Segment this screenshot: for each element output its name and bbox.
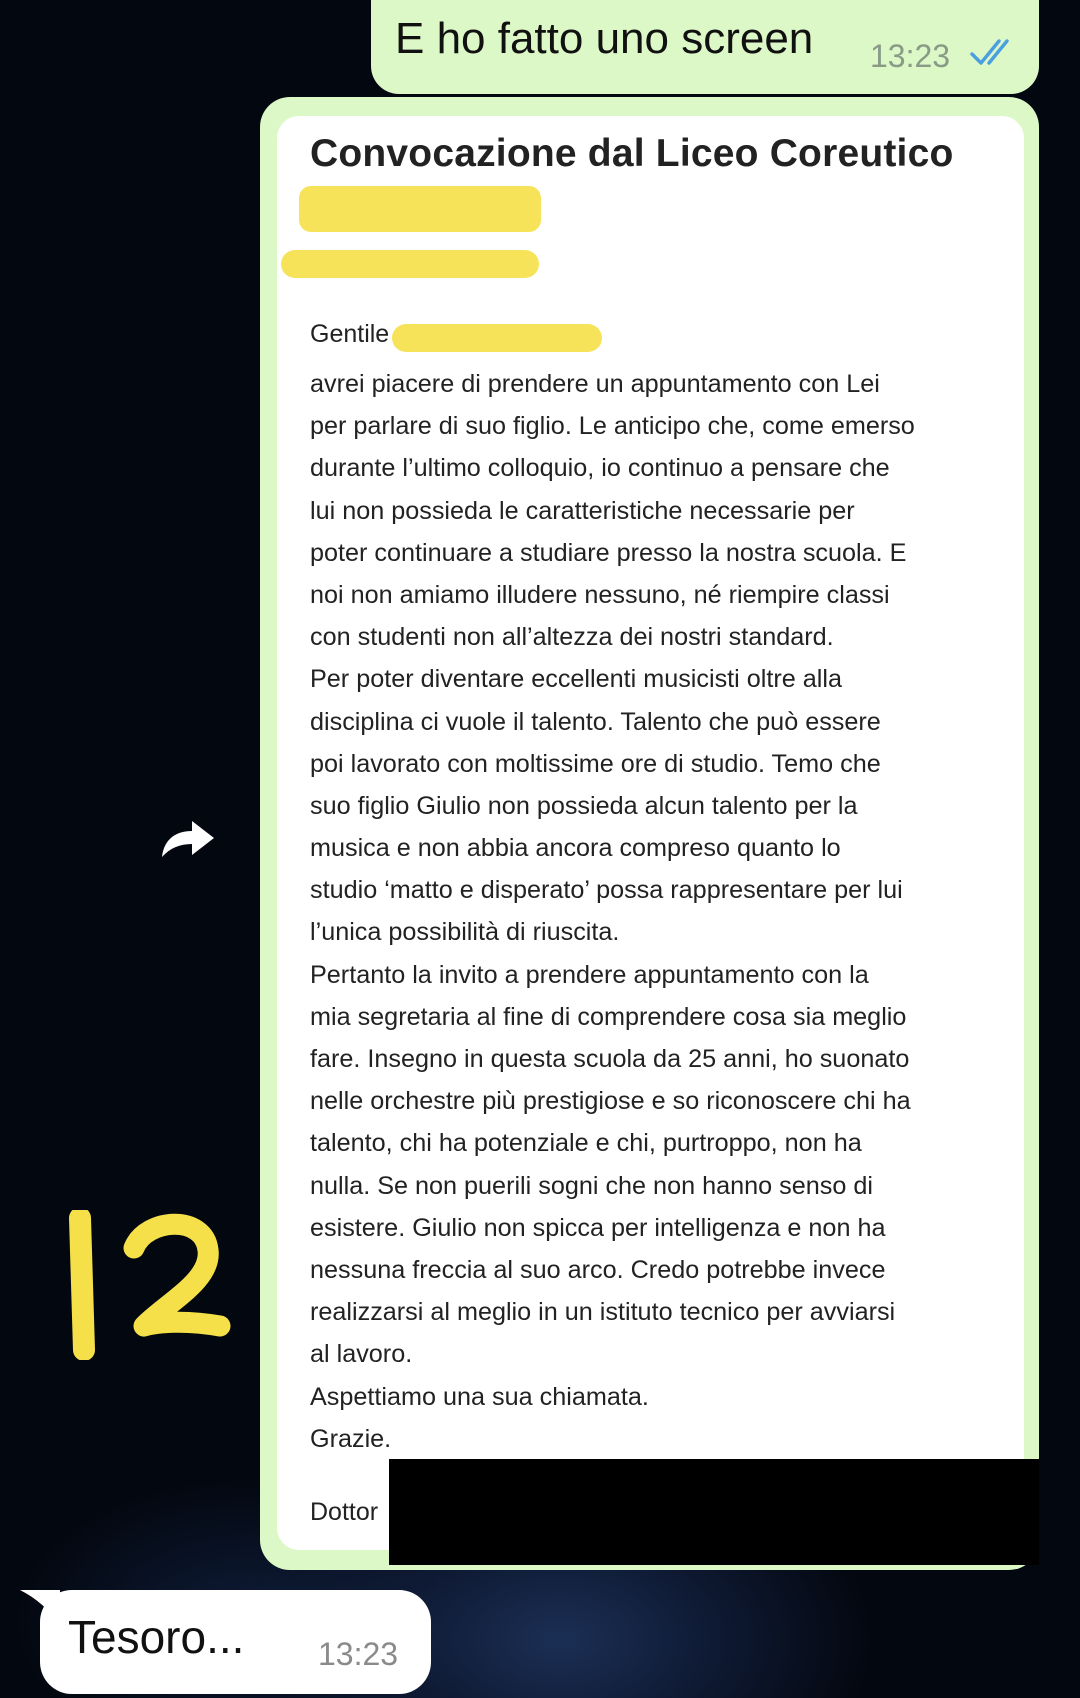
letter-line: noi non amiamo illudere nessuno, né riempire classi [310, 580, 890, 609]
letter-line: poi lavorato con moltissime ore di studio. Temo che [310, 749, 881, 778]
letter-body [310, 363, 1015, 1460]
letter-line: al lavoro. [310, 1340, 413, 1369]
forward-arrow-icon[interactable] [158, 813, 218, 863]
letter-line: realizzarsi al meglio in un istituto tecnico per avviarsi [310, 1298, 896, 1327]
letter-line: nelle orchestre più prestigiose e so riconoscere chi ha [310, 1087, 911, 1116]
message-time: 13:23 [870, 38, 951, 74]
letter-line: lui non possieda le caratteristiche necessarie per [310, 496, 855, 525]
letter-signature: Dottor [310, 1498, 379, 1526]
letter-line: Pertanto la invito a prendere appuntamento con la [310, 960, 869, 989]
letter-line: nulla. Se non puerili sogni che non hanno senso di [310, 1171, 873, 1200]
highlighter-redaction [299, 186, 541, 232]
letter-line: nessuna freccia al suo arco. Credo potrebbe invece [310, 1255, 886, 1284]
message-text: Tesoro... [68, 1611, 245, 1663]
letter-line: studio ‘matto e disperato’ possa rappresentare per lui [310, 876, 903, 905]
message-time: 13:23 [318, 1636, 399, 1672]
incoming-message-bubble[interactable] [40, 1590, 431, 1694]
screenshot-image[interactable] [277, 116, 1024, 1550]
letter-line: Aspettiamo una sua chiamata. [310, 1382, 649, 1411]
black-redaction [389, 1459, 1039, 1565]
letter-line: fare. Insegno in questa scuola da 25 anni, ho suonato [310, 1045, 910, 1073]
letter-line: Per poter diventare eccellenti musicisti oltre alla [310, 665, 842, 694]
letter-line: poter continuare a studiare presso la nostra scuola. E [310, 538, 907, 567]
double-check-read-icon [969, 36, 1017, 70]
letter-line: suo figlio Giulio non possieda alcun talento per la [310, 791, 858, 820]
letter-line: Grazie. [310, 1424, 392, 1453]
letter-line: per parlare di suo figlio. Le anticipo che, come emerso [310, 412, 915, 441]
letter-line: disciplina ci vuole il talento. Talento che può essere [310, 707, 881, 736]
letter-line: con studenti non all’altezza dei nostri standard. [310, 623, 834, 652]
letter-line: l’unica possibilità di riuscita. [310, 918, 620, 947]
highlighter-redaction [392, 324, 602, 352]
letter-line: talento, chi ha potenziale e chi, purtroppo, non ha [310, 1129, 862, 1158]
letter-line: mia segretaria al fine di comprendere cosa sia meglio [310, 1002, 907, 1031]
document-title: Convocazione dal Liceo Coreutico [310, 132, 954, 175]
outgoing-message-bubble[interactable] [371, 0, 1039, 94]
letter-greeting: Gentile [310, 320, 390, 348]
letter-line: musica e non abbia ancora compreso quanto lo [310, 834, 841, 863]
message-text: E ho fatto uno screen [395, 14, 814, 63]
highlighter-redaction [281, 250, 539, 278]
letter-line: durante l’ultimo colloquio, io continuo a pensare che [310, 454, 890, 483]
letter-line: avrei piacere di prendere un appuntamento con Lei [310, 370, 880, 398]
letter-line: esistere. Giulio non spicca per intelligenza e non ha [310, 1213, 886, 1242]
